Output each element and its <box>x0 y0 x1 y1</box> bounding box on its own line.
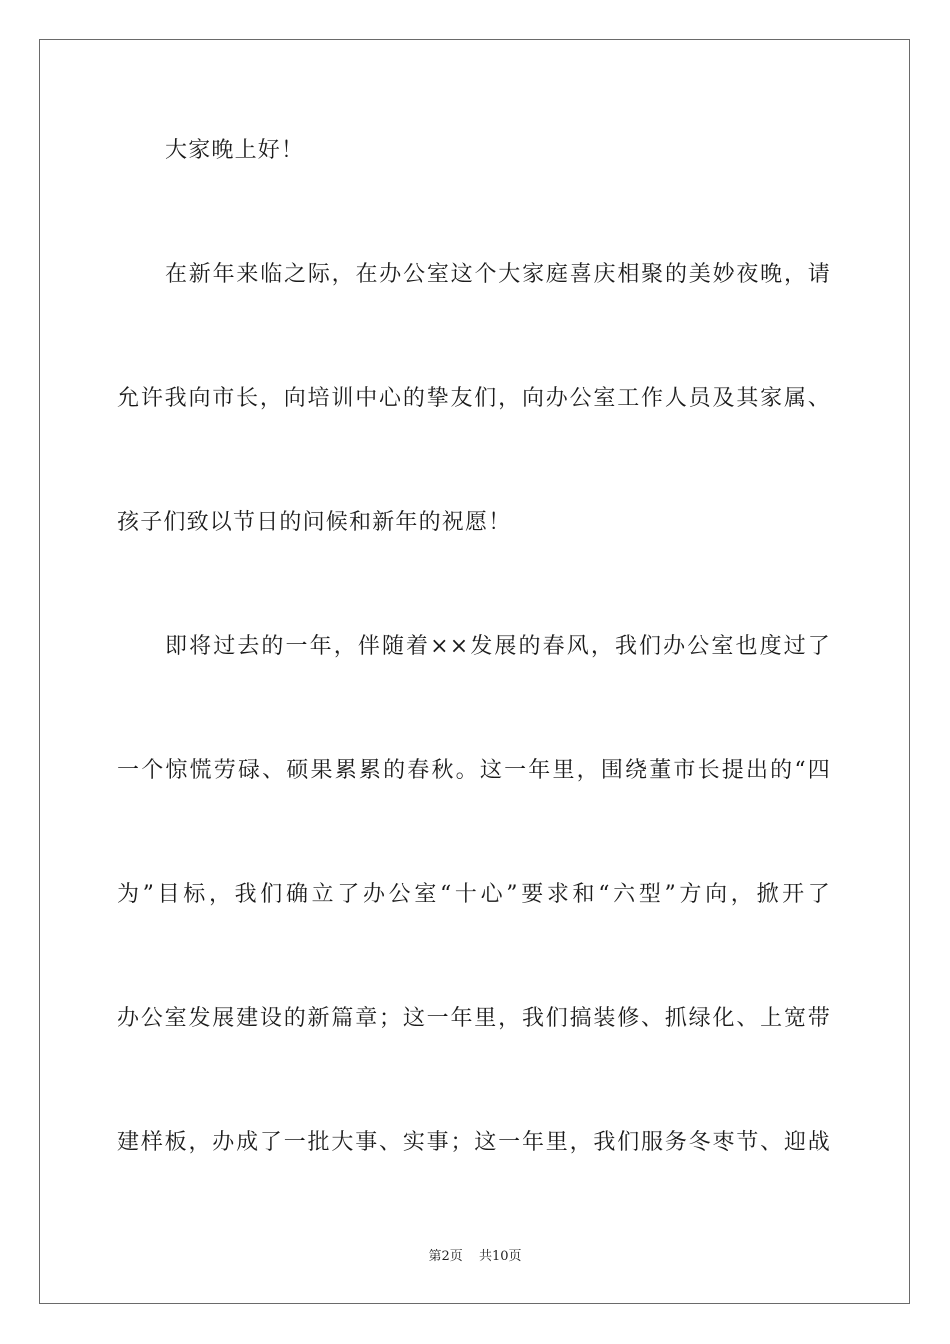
paragraph-line: 在新年来临之际，在办公室这个大家庭喜庆相聚的美妙夜晚，请 <box>165 262 831 287</box>
paragraph-line: 即将过去的一年，伴随着××发展的春风，我们办公室也度过了 <box>165 634 831 659</box>
page-footer <box>0 1245 950 1264</box>
page-border <box>39 39 910 1304</box>
paragraph-line: 办公室发展建设的新篇章；这一年里，我们搞装修、抓绿化、上宽带 <box>117 1006 831 1031</box>
paragraph-line: 孩子们致以节日的问候和新年的祝愿！ <box>117 510 512 535</box>
paragraph-line: 一个惊慌劳碌、硕果累累的春秋。这一年里，围绕董市长提出的“四 <box>117 758 831 783</box>
paragraph-line: 建样板，办成了一批大事、实事；这一年里，我们服务冬枣节、迎战 <box>117 1130 831 1155</box>
total-pages: 共10页 <box>478 1249 522 1264</box>
page-number: 第2页 <box>428 1249 463 1264</box>
paragraph-line: 为”目标，我们确立了办公室“十心”要求和“六型”方向，掀开了 <box>117 882 831 907</box>
greeting-line: 大家晚上好！ <box>165 138 305 163</box>
paragraph-line: 允许我向市长，向培训中心的挚友们，向办公室工作人员及其家属、 <box>117 386 831 411</box>
